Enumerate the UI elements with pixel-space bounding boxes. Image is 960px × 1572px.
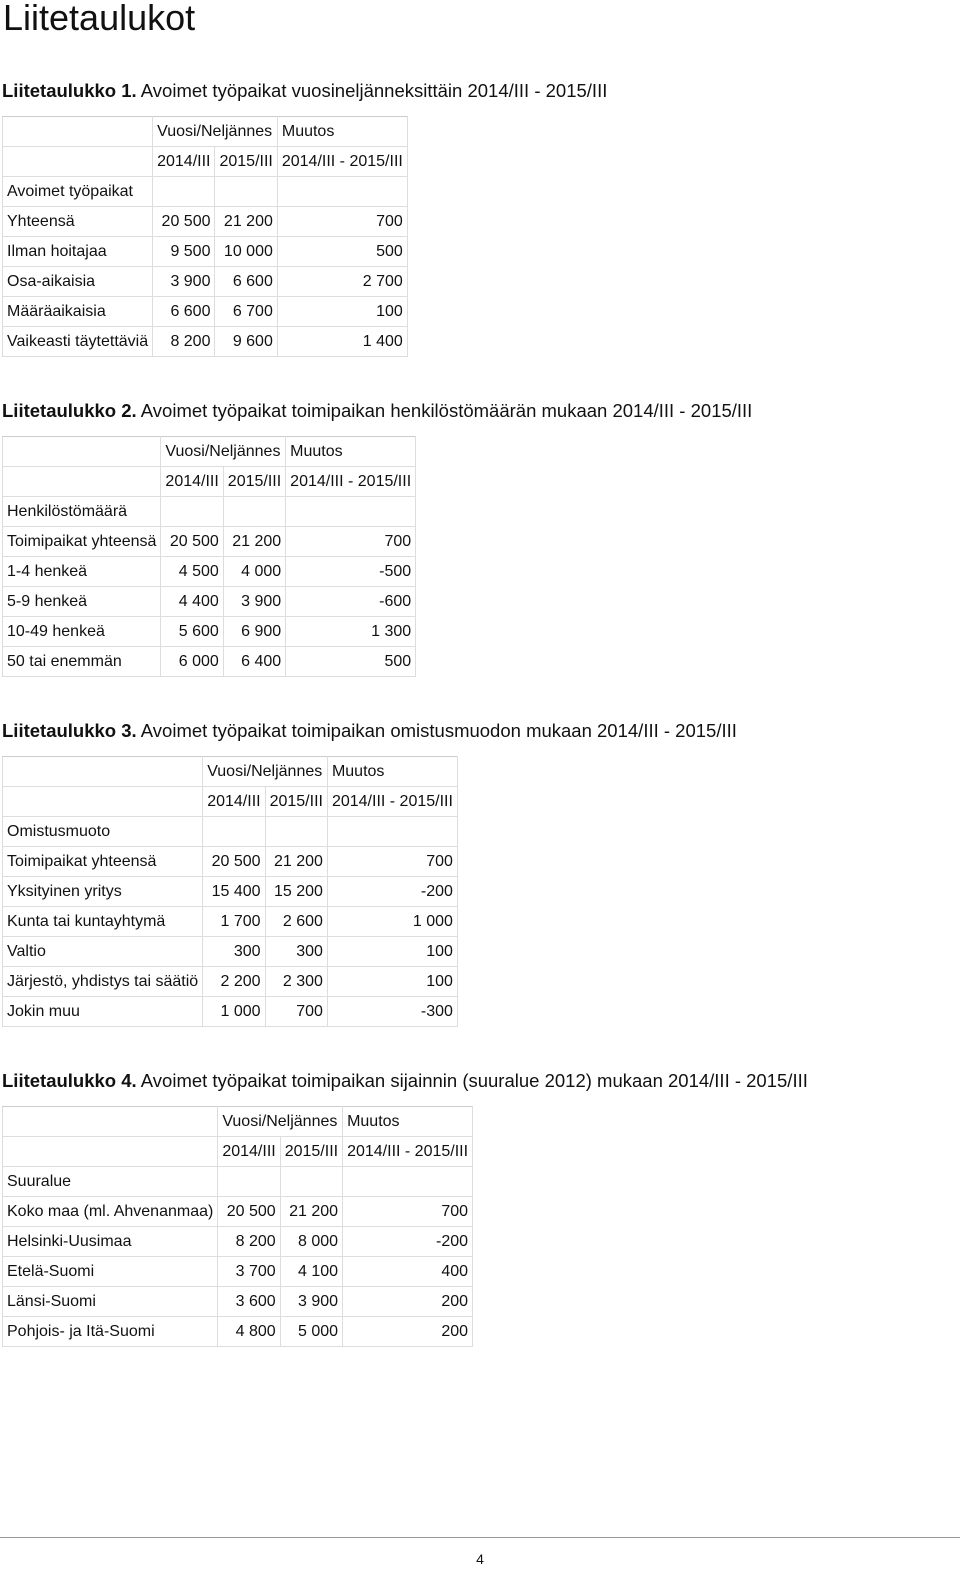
value-2015-iii: 21 200: [280, 1197, 342, 1227]
value-2015-iii: 6 900: [223, 617, 285, 647]
value-2014-iii: 20 500: [218, 1197, 280, 1227]
header-row: [3, 147, 408, 177]
value-2015-iii: 15 200: [265, 877, 327, 907]
value-2014-iii: 2 200: [203, 967, 265, 997]
table-row: [3, 267, 408, 297]
value-change: 100: [327, 967, 457, 997]
header-empty-cell: [3, 787, 203, 817]
data-table: [2, 116, 408, 357]
table-row: [3, 997, 458, 1027]
column-header-change: 2014/III - 2015/III: [277, 147, 407, 177]
table-title: Avoimet työpaikat vuosineljänneksittäin 2014/III - 2015/III: [140, 80, 608, 101]
row-group-header: [3, 497, 416, 527]
table-row: [3, 617, 416, 647]
row-label: Yhteensä: [3, 207, 153, 237]
table-row: [3, 587, 416, 617]
group-header: Vuosi/Neljännes: [161, 437, 286, 467]
column-header-2015-iii: 2015/III: [265, 787, 327, 817]
value-change: -300: [327, 997, 457, 1027]
empty-cell: [280, 1167, 342, 1197]
value-2015-iii: 4 000: [223, 557, 285, 587]
value-2014-iii: 20 500: [203, 847, 265, 877]
table-row: [3, 647, 416, 677]
table-row: [3, 907, 458, 937]
header-empty-cell: [3, 117, 153, 147]
header-row: [3, 1137, 473, 1167]
table-row: [3, 527, 416, 557]
value-change: 200: [343, 1317, 473, 1347]
value-2014-iii: 15 400: [203, 877, 265, 907]
value-2014-iii: 300: [203, 937, 265, 967]
row-label: Pohjois- ja Itä-Suomi: [3, 1317, 218, 1347]
value-2014-iii: 3 600: [218, 1287, 280, 1317]
value-change: 500: [277, 237, 407, 267]
table-row: [3, 847, 458, 877]
data-table: [2, 436, 416, 677]
value-2014-iii: 4 400: [161, 587, 223, 617]
header-empty-cell: [3, 147, 153, 177]
row-label: 10-49 henkeä: [3, 617, 161, 647]
value-change: 400: [343, 1257, 473, 1287]
header-empty-cell: [3, 437, 161, 467]
header-empty-cell: [3, 467, 161, 497]
table-heading: [2, 400, 752, 422]
row-label: Helsinki-Uusimaa: [3, 1227, 218, 1257]
value-change: -200: [343, 1227, 473, 1257]
table-heading: [2, 80, 607, 102]
row-label: Länsi-Suomi: [3, 1287, 218, 1317]
header-empty-cell: [3, 757, 203, 787]
value-2015-iii: 2 600: [265, 907, 327, 937]
row-label: Jokin muu: [3, 997, 203, 1027]
group-header: Vuosi/Neljännes: [203, 757, 328, 787]
change-header: Muutos: [327, 757, 457, 787]
empty-cell: [203, 817, 265, 847]
empty-cell: [223, 497, 285, 527]
column-header-2014-iii: 2014/III: [203, 787, 265, 817]
value-change: 1 400: [277, 327, 407, 357]
value-change: 1 000: [327, 907, 457, 937]
header-empty-cell: [3, 1137, 218, 1167]
row-label: Etelä-Suomi: [3, 1257, 218, 1287]
column-header-change: 2014/III - 2015/III: [343, 1137, 473, 1167]
value-2014-iii: 6 000: [161, 647, 223, 677]
value-change: -200: [327, 877, 457, 907]
value-2014-iii: 6 600: [153, 297, 215, 327]
value-2015-iii: 3 900: [223, 587, 285, 617]
empty-cell: [265, 817, 327, 847]
value-2015-iii: 6 700: [215, 297, 277, 327]
row-label: Määräaikaisia: [3, 297, 153, 327]
column-header-2015-iii: 2015/III: [215, 147, 277, 177]
value-change: 1 300: [286, 617, 416, 647]
value-change: -500: [286, 557, 416, 587]
value-change: 700: [343, 1197, 473, 1227]
change-header: Muutos: [277, 117, 407, 147]
row-label: Toimipaikat yhteensä: [3, 847, 203, 877]
value-2014-iii: 4 500: [161, 557, 223, 587]
value-change: 2 700: [277, 267, 407, 297]
table-row: [3, 877, 458, 907]
value-2015-iii: 300: [265, 937, 327, 967]
table-row: [3, 967, 458, 997]
page-title: Liitetaulukot: [3, 0, 196, 38]
value-2014-iii: 1 000: [203, 997, 265, 1027]
table-number: Liitetaulukko 3.: [2, 720, 137, 741]
table-title: Avoimet työpaikat toimipaikan henkilöstömäärän mukaan 2014/III - 2015/III: [140, 400, 753, 421]
column-header-change: 2014/III - 2015/III: [327, 787, 457, 817]
row-dimension-label: Omistusmuoto: [3, 817, 203, 847]
table-row: [3, 327, 408, 357]
row-label: 5-9 henkeä: [3, 587, 161, 617]
value-2015-iii: 6 600: [215, 267, 277, 297]
value-2015-iii: 4 100: [280, 1257, 342, 1287]
row-label: Yksityinen yritys: [3, 877, 203, 907]
row-label: 50 tai enemmän: [3, 647, 161, 677]
group-header: Vuosi/Neljännes: [153, 117, 278, 147]
table-number: Liitetaulukko 4.: [2, 1070, 137, 1091]
table-row: [3, 237, 408, 267]
value-2015-iii: 700: [265, 997, 327, 1027]
table-row: [3, 1287, 473, 1317]
empty-cell: [153, 177, 215, 207]
page-number: 4: [476, 1551, 484, 1567]
header-row: [3, 1107, 473, 1137]
row-label: Osa-aikaisia: [3, 267, 153, 297]
value-change: 700: [286, 527, 416, 557]
data-table: [2, 756, 458, 1027]
column-header-2015-iii: 2015/III: [223, 467, 285, 497]
value-2015-iii: 5 000: [280, 1317, 342, 1347]
column-header-2014-iii: 2014/III: [153, 147, 215, 177]
value-2014-iii: 20 500: [153, 207, 215, 237]
value-2014-iii: 4 800: [218, 1317, 280, 1347]
table-row: [3, 1227, 473, 1257]
empty-cell: [343, 1167, 473, 1197]
empty-cell: [286, 497, 416, 527]
table-row: [3, 1257, 473, 1287]
column-header-2015-iii: 2015/III: [280, 1137, 342, 1167]
table-section-1: [2, 80, 607, 357]
value-2014-iii: 8 200: [153, 327, 215, 357]
row-label: Valtio: [3, 937, 203, 967]
value-change: 700: [277, 207, 407, 237]
row-label: Toimipaikat yhteensä: [3, 527, 161, 557]
row-label: Koko maa (ml. Ahvenanmaa): [3, 1197, 218, 1227]
table-section-2: [2, 400, 752, 677]
header-row: [3, 467, 416, 497]
empty-cell: [277, 177, 407, 207]
empty-cell: [215, 177, 277, 207]
table-row: [3, 557, 416, 587]
row-label: Kunta tai kuntayhtymä: [3, 907, 203, 937]
table-row: [3, 207, 408, 237]
header-row: [3, 117, 408, 147]
footer-divider: [0, 1537, 960, 1538]
value-2015-iii: 2 300: [265, 967, 327, 997]
value-2014-iii: 9 500: [153, 237, 215, 267]
table-number: Liitetaulukko 1.: [2, 80, 137, 101]
value-change: 100: [277, 297, 407, 327]
value-2015-iii: 6 400: [223, 647, 285, 677]
empty-cell: [161, 497, 223, 527]
value-2014-iii: 20 500: [161, 527, 223, 557]
value-2014-iii: 3 900: [153, 267, 215, 297]
table-section-4: [2, 1070, 808, 1347]
table-section-3: [2, 720, 737, 1027]
header-row: [3, 757, 458, 787]
table-row: [3, 937, 458, 967]
change-header: Muutos: [286, 437, 416, 467]
row-dimension-label: Avoimet työpaikat: [3, 177, 153, 207]
table-number: Liitetaulukko 2.: [2, 400, 137, 421]
table-heading: [2, 1070, 808, 1092]
value-2015-iii: 21 200: [215, 207, 277, 237]
row-label: Järjestö, yhdistys tai säätiö: [3, 967, 203, 997]
empty-cell: [218, 1167, 280, 1197]
column-header-2014-iii: 2014/III: [218, 1137, 280, 1167]
row-dimension-label: Henkilöstömäärä: [3, 497, 161, 527]
header-empty-cell: [3, 1107, 218, 1137]
header-row: [3, 437, 416, 467]
value-2015-iii: 8 000: [280, 1227, 342, 1257]
table-row: [3, 1197, 473, 1227]
row-label: Vaikeasti täytettäviä: [3, 327, 153, 357]
value-2015-iii: 9 600: [215, 327, 277, 357]
value-change: -600: [286, 587, 416, 617]
empty-cell: [327, 817, 457, 847]
table-title: Avoimet työpaikat toimipaikan omistusmuodon mukaan 2014/III - 2015/III: [140, 720, 737, 741]
table-title: Avoimet työpaikat toimipaikan sijainnin (suuralue 2012) mukaan 2014/III - 2015/III: [140, 1070, 808, 1091]
value-2015-iii: 3 900: [280, 1287, 342, 1317]
value-2015-iii: 10 000: [215, 237, 277, 267]
value-2014-iii: 5 600: [161, 617, 223, 647]
column-header-change: 2014/III - 2015/III: [286, 467, 416, 497]
value-2015-iii: 21 200: [223, 527, 285, 557]
row-group-header: [3, 177, 408, 207]
value-change: 200: [343, 1287, 473, 1317]
value-2015-iii: 21 200: [265, 847, 327, 877]
header-row: [3, 787, 458, 817]
change-header: Muutos: [343, 1107, 473, 1137]
column-header-2014-iii: 2014/III: [161, 467, 223, 497]
value-change: 100: [327, 937, 457, 967]
row-label: 1-4 henkeä: [3, 557, 161, 587]
table-row: [3, 297, 408, 327]
table-heading: [2, 720, 737, 742]
row-group-header: [3, 1167, 473, 1197]
row-label: Ilman hoitajaa: [3, 237, 153, 267]
value-2014-iii: 8 200: [218, 1227, 280, 1257]
value-change: 700: [327, 847, 457, 877]
data-table: [2, 1106, 473, 1347]
table-row: [3, 1317, 473, 1347]
value-2014-iii: 1 700: [203, 907, 265, 937]
value-change: 500: [286, 647, 416, 677]
value-2014-iii: 3 700: [218, 1257, 280, 1287]
row-group-header: [3, 817, 458, 847]
row-dimension-label: Suuralue: [3, 1167, 218, 1197]
group-header: Vuosi/Neljännes: [218, 1107, 343, 1137]
